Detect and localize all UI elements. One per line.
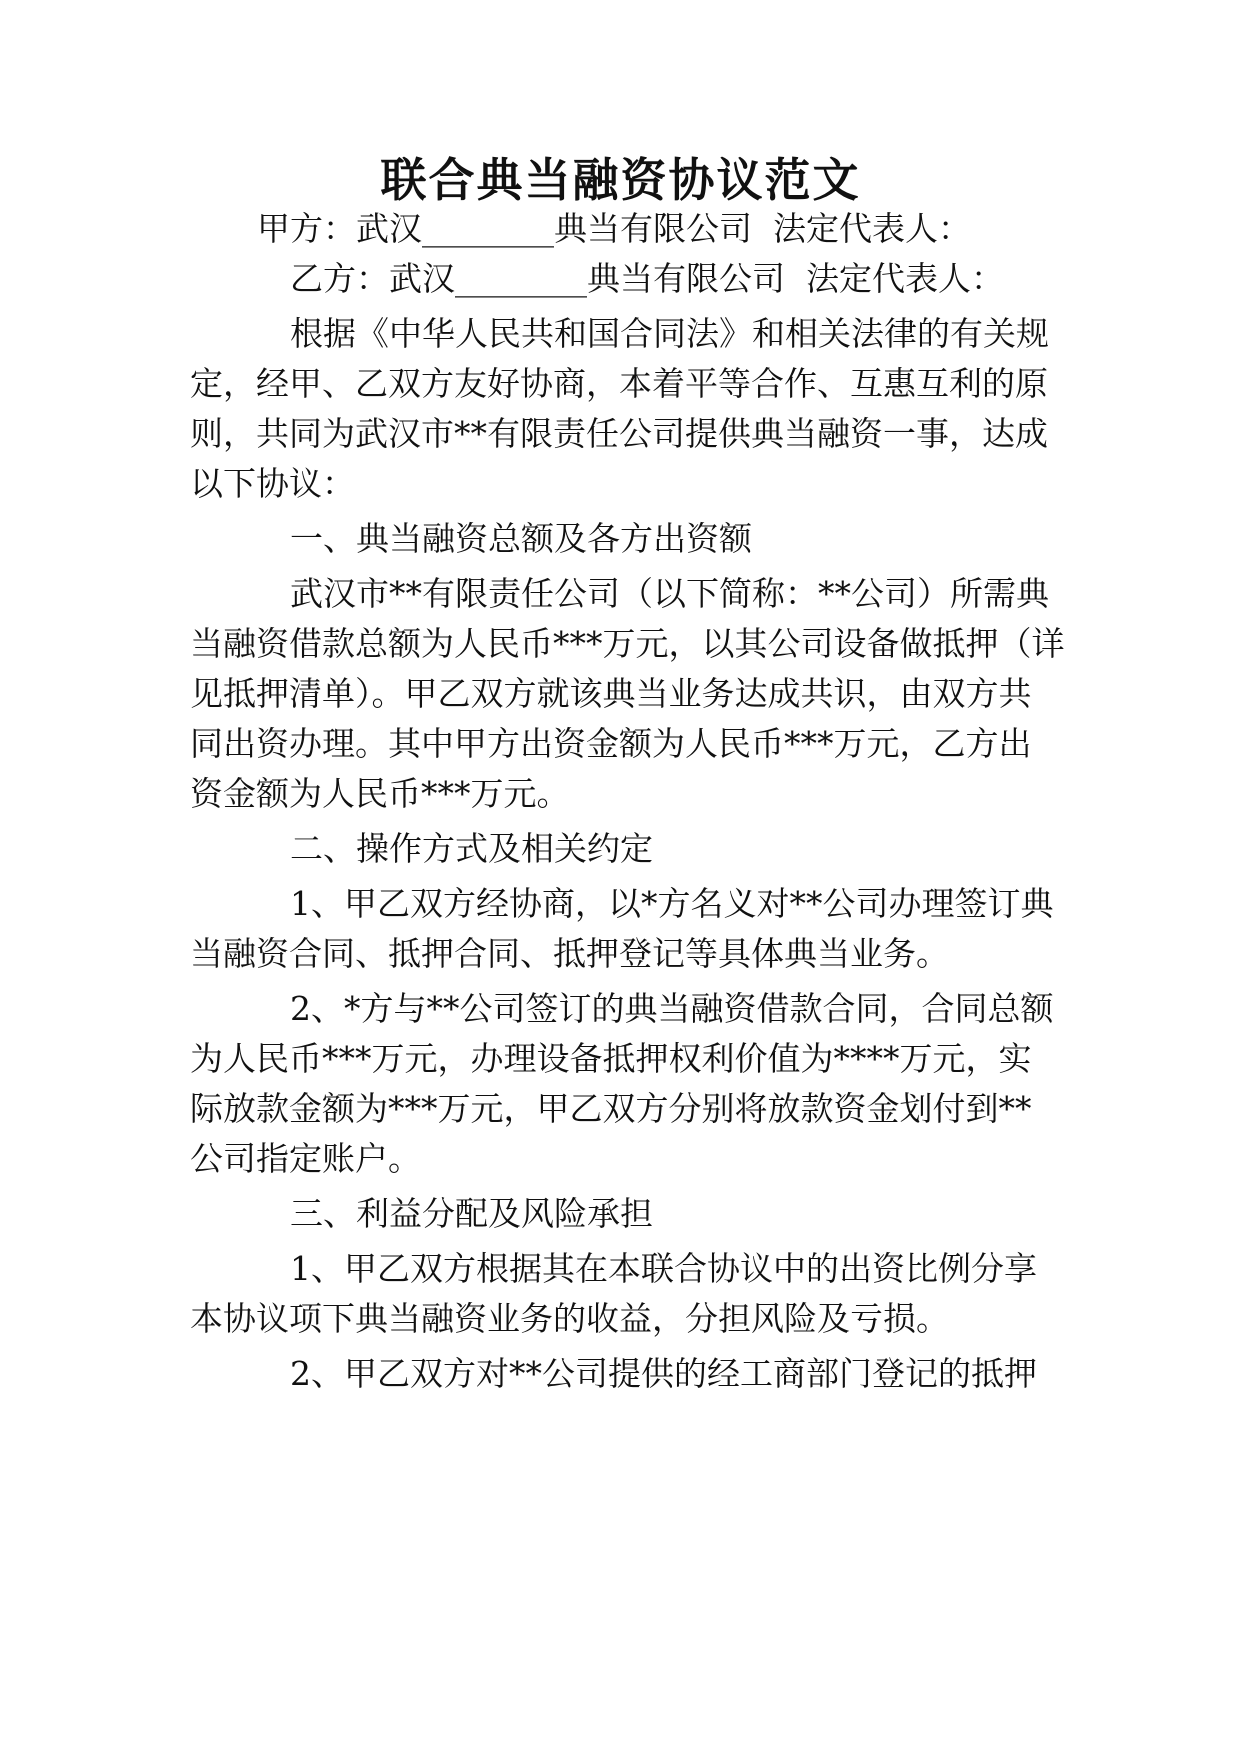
body-line: 1、甲乙双方根据其在本联合协议中的出资比例分享 bbox=[290, 1249, 1037, 1288]
body-line: 当融资合同、抵押合同、抵押登记等具体典当业务。 bbox=[190, 934, 949, 973]
body-line: 见抵押清单）。甲乙双方就该典当业务达成共识，由双方共 bbox=[190, 674, 1032, 713]
body-line: 际放款金额为***万元，甲乙双方分别将放款资金划付到** bbox=[190, 1089, 1032, 1128]
section-heading: 三、利益分配及风险承担 bbox=[290, 1194, 653, 1233]
body-line: 2、*方与**公司签订的典当融资借款合同，合同总额 bbox=[290, 989, 1054, 1028]
body-line: 公司指定账户。 bbox=[190, 1139, 421, 1178]
body-line: 武汉市**有限责任公司（以下简称：**公司）所需典 bbox=[290, 574, 1049, 613]
party-b-line: 乙方：武汉________典当有限公司 法定代表人： bbox=[290, 259, 1004, 298]
body-line: 则，共同为武汉市**有限责任公司提供典当融资一事，达成 bbox=[190, 414, 1048, 453]
body-line: 2、甲乙双方对**公司提供的经工商部门登记的抵押 bbox=[290, 1354, 1037, 1393]
body-line: 当融资借款总额为人民币***万元，以其公司设备做抵押（详 bbox=[190, 624, 1065, 663]
section-heading: 一、典当融资总额及各方出资额 bbox=[290, 519, 752, 558]
body-line: 同出资办理。其中甲方出资金额为人民币***万元，乙方出 bbox=[190, 724, 1032, 763]
body-line: 以下协议： bbox=[190, 464, 355, 503]
body-line: 本协议项下典当融资业务的收益，分担风险及亏损。 bbox=[190, 1299, 949, 1338]
section-heading: 二、操作方式及相关约定 bbox=[290, 829, 653, 868]
body-line: 定，经甲、乙双方友好协商，本着平等合作、互惠互利的原 bbox=[190, 364, 1048, 403]
body-line: 为人民币***万元，办理设备抵押权利价值为****万元，实 bbox=[190, 1039, 1032, 1078]
document-title: 联合典当融资协议范文 bbox=[380, 153, 861, 207]
party-a-line: 甲方：武汉________典当有限公司 法定代表人： bbox=[257, 209, 971, 248]
body-line: 资金额为人民币***万元。 bbox=[190, 774, 570, 813]
body-line: 根据《中华人民共和国合同法》和相关法律的有关规 bbox=[290, 314, 1049, 353]
body-line: 1、甲乙双方经协商，以*方名义对**公司办理签订典 bbox=[290, 884, 1054, 923]
